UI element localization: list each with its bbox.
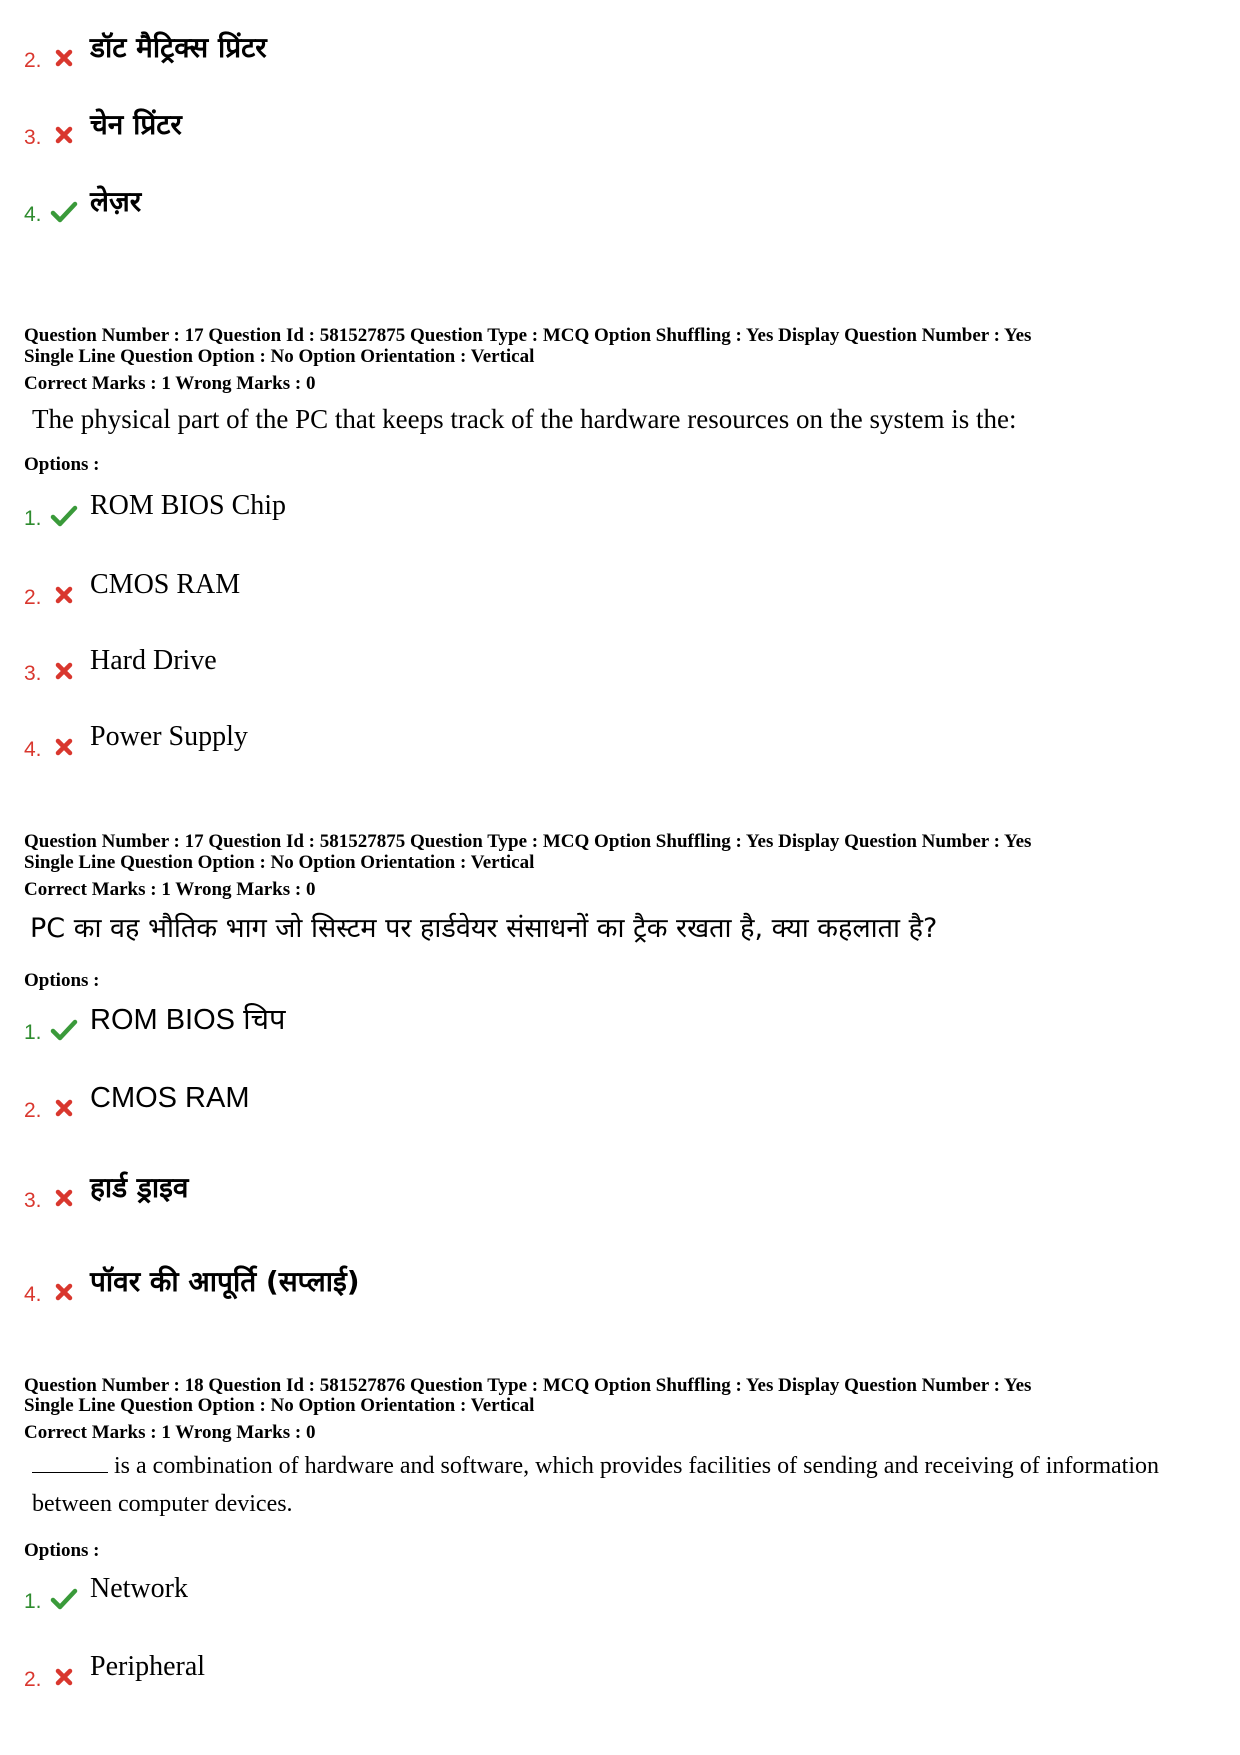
- question-marks: Correct Marks : 1 Wrong Marks : 0: [24, 373, 316, 394]
- option-row: [24, 1569, 188, 1613]
- option-number: 1.: [24, 507, 42, 530]
- option-number: 3.: [24, 126, 42, 149]
- option-text: चेन प्रिंटर: [90, 108, 182, 141]
- question-meta: Question Number : 17 Question Id : 581527875 Question Type : MCQ Option Shuffling : Yes Display Question Number : Yes: [24, 831, 1032, 852]
- option-text: डॉट मैट्रिक्स प्रिंटर: [90, 31, 267, 64]
- cross-icon: [50, 1094, 78, 1122]
- option-row: [24, 1262, 360, 1306]
- check-icon: [50, 1016, 78, 1044]
- question-marks: Correct Marks : 1 Wrong Marks : 0: [24, 879, 316, 900]
- cross-icon: [50, 657, 78, 685]
- cross-icon: [50, 121, 78, 149]
- option-number: 4.: [24, 738, 42, 761]
- option-row: [24, 565, 240, 609]
- option-text: Hard Drive: [90, 645, 217, 676]
- option-row: [24, 1078, 250, 1122]
- option-number: 4.: [24, 1283, 42, 1306]
- options-label: Options :: [24, 970, 100, 991]
- cross-icon: [50, 733, 78, 761]
- check-icon: [50, 1585, 78, 1613]
- option-number: 2.: [24, 586, 42, 609]
- options-label: Options :: [24, 454, 100, 475]
- question-marks: Correct Marks : 1 Wrong Marks : 0: [24, 1422, 316, 1443]
- cross-icon: [50, 1184, 78, 1212]
- option-text: ROM BIOS चिप: [90, 1004, 286, 1036]
- option-row: [24, 486, 286, 530]
- cross-icon: [50, 44, 78, 72]
- question-meta: Question Number : 17 Question Id : 581527875 Question Type : MCQ Option Shuffling : Yes Display Question Number : Yes: [24, 325, 1032, 346]
- question-text: PC का वह भौतिक भाग जो सिस्टम पर हार्डवेयर संसाधनों का ट्रैक रखता है, क्या कहलाता है?: [30, 913, 938, 944]
- check-icon: [50, 198, 78, 226]
- option-text: पॉवर की आपूर्ति (सप्लाई): [90, 1265, 360, 1298]
- option-number: 3.: [24, 662, 42, 685]
- option-text: Network: [90, 1573, 188, 1604]
- option-number: 2.: [24, 49, 42, 72]
- option-row: [24, 105, 182, 149]
- option-number: 3.: [24, 1189, 42, 1212]
- option-number: 4.: [24, 203, 42, 226]
- question-text-body: is a combination of hardware and software, which provides facilities of sending and receiving of information between computer devices.: [32, 1453, 1160, 1517]
- option-row: [24, 1000, 285, 1044]
- option-row: [24, 717, 248, 761]
- question-meta: Single Line Question Option : No Option Orientation : Vertical: [24, 1395, 535, 1416]
- option-row: [24, 1168, 188, 1212]
- check-icon: [50, 502, 78, 530]
- option-text: CMOS RAM: [90, 569, 241, 600]
- option-text: Power Supply: [90, 721, 248, 752]
- option-row: [24, 641, 217, 685]
- option-number: 1.: [24, 1590, 42, 1613]
- option-text: हार्ड ड्राइव: [90, 1171, 189, 1204]
- option-row: [24, 28, 267, 72]
- options-label: Options :: [24, 1540, 100, 1561]
- option-text: लेज़र: [90, 185, 142, 218]
- option-number: 1.: [24, 1021, 42, 1044]
- answer-blank: [32, 1446, 108, 1473]
- question-meta: Question Number : 18 Question Id : 581527876 Question Type : MCQ Option Shuffling : Yes Display Question Number : Yes: [24, 1375, 1032, 1396]
- option-row: [24, 182, 141, 226]
- option-text: Peripheral: [90, 1651, 206, 1682]
- question-text: [32, 1446, 1222, 1523]
- cross-icon: [50, 581, 78, 609]
- option-text: CMOS RAM: [90, 1082, 250, 1114]
- question-meta: Single Line Question Option : No Option Orientation : Vertical: [24, 852, 535, 873]
- cross-icon: [50, 1663, 78, 1691]
- option-row: [24, 1647, 205, 1691]
- question-text: The physical part of the PC that keeps track of the hardware resources on the system is the:: [32, 404, 1017, 434]
- option-number: 2.: [24, 1668, 42, 1691]
- question-meta: Single Line Question Option : No Option Orientation : Vertical: [24, 346, 535, 367]
- cross-icon: [50, 1278, 78, 1306]
- option-text: ROM BIOS Chip: [90, 490, 287, 521]
- option-number: 2.: [24, 1099, 42, 1122]
